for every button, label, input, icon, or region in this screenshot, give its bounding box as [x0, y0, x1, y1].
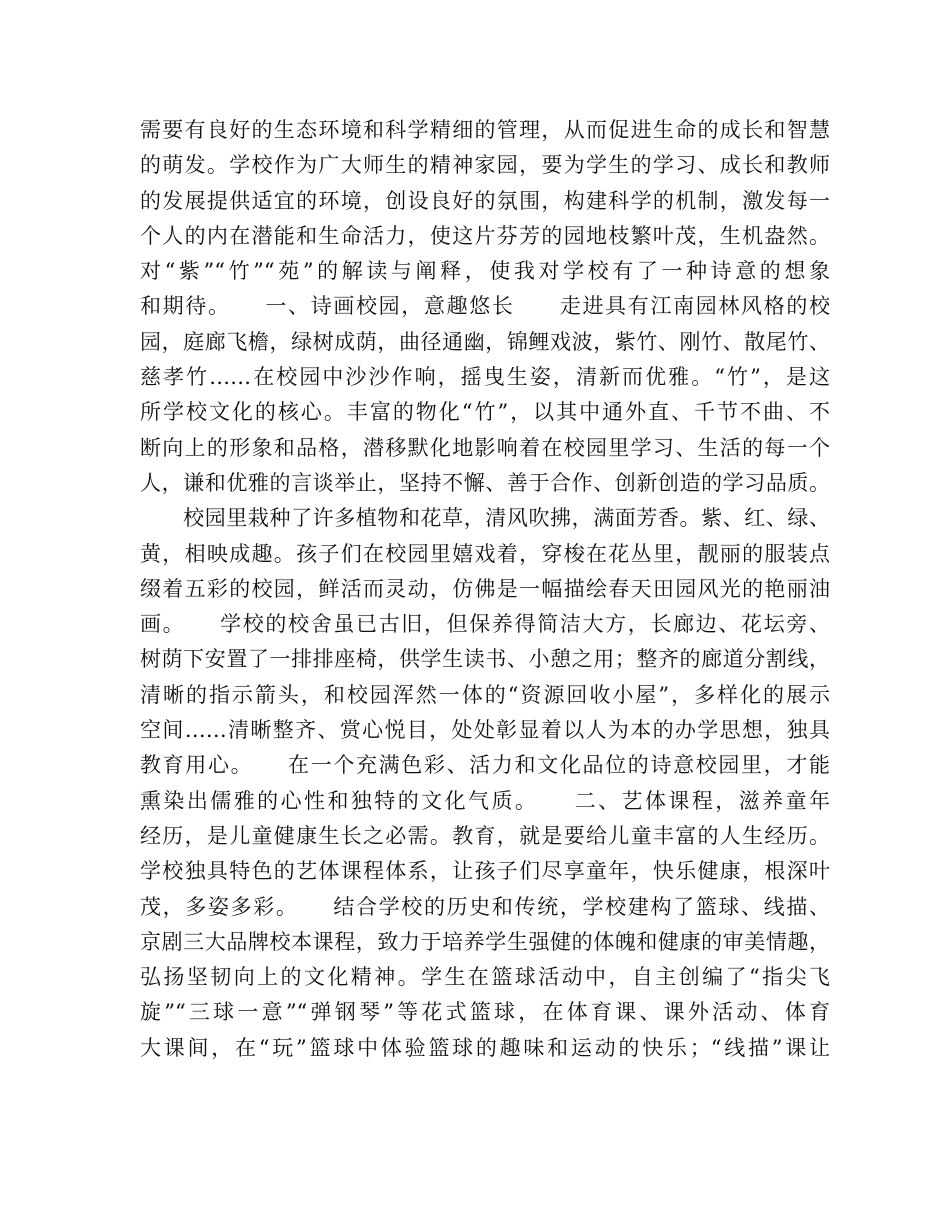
- text-line: 黄，相映成趣。孩子们在校园里嬉戏着，穿梭在花丛里，靓丽的服装点: [140, 541, 830, 566]
- text-line: 的萌发。学校作为广大师生的精神家园，要为学生的学习、成长和教师: [140, 153, 830, 178]
- text-line: 园，庭廊飞檐，绿树成荫，曲径通幽，锦鲤戏波，紫竹、刚竹、散尾竹、: [140, 329, 830, 354]
- text-line: 慈孝竹……在校园中沙沙作响，摇曳生姿，清新而优雅。“竹”，是这: [140, 365, 830, 390]
- text-line: 空间……清晰整齐、赏心悦目，处处彰显着以人为本的办学思想，独具: [140, 718, 830, 743]
- text-line: 校园里栽种了许多植物和花草，清风吹拂，满面芳香。紫、红、绿、: [140, 506, 830, 531]
- text-line: 所学校文化的核心。丰富的物化“竹”，以其中通外直、千节不曲、不: [140, 400, 830, 425]
- text-line: 缀着五彩的校园，鲜活而灵动，仿佛是一幅描绘春天田园风光的艳丽油: [140, 576, 830, 601]
- text-line: 的发展提供适宜的环境，创设良好的氛围，构建科学的机制，激发每一: [140, 188, 830, 213]
- text-line: 和期待。 一、诗画校园，意趣悠长 走进具有江南园林风格的校: [140, 294, 830, 319]
- text-line: 京剧三大品牌校本课程，致力于培养学生强健的体魄和健康的审美情趣，: [140, 929, 830, 954]
- text-line: 人，谦和优雅的言谈举止，坚持不懈、善于合作、创新创造的学习品质。: [140, 470, 830, 495]
- text-line: 对“紫”“竹”“苑”的解读与阐释，使我对学校有了一种诗意的想象: [140, 259, 830, 284]
- text-line: 画。 学校的校舍虽已古旧，但保养得简洁大方，长廊边、花坛旁、: [140, 612, 830, 637]
- text-line: 熏染出儒雅的心性和独特的文化气质。 二、艺体课程，滋养童年: [140, 788, 830, 813]
- text-line: 经历，是儿童健康生长之必需。教育，就是要给儿童丰富的人生经历。: [140, 823, 830, 848]
- text-line: 大课间，在“玩”篮球中体验篮球的趣味和运动的快乐；“线描”课让: [140, 1035, 830, 1060]
- text-line: 弘扬坚韧向上的文化精神。学生在篮球活动中，自主创编了“指尖飞: [140, 965, 830, 990]
- text-line: 清晰的指示箭头，和校园浑然一体的“资源回收小屋”，多样化的展示: [140, 682, 830, 707]
- text-line: 需要有良好的生态环境和科学精细的管理，从而促进生命的成长和智慧: [140, 118, 830, 142]
- text-line: 学校独具特色的艺体课程体系，让孩子们尽享童年，快乐健康，根深叶: [140, 859, 830, 884]
- text-line: 茂，多姿多彩。 结合学校的历史和传统，学校建构了篮球、线描、: [140, 894, 830, 919]
- text-line: 旋”“三球一意”“弹钢琴”等花式篮球，在体育课、课外活动、体育: [140, 1000, 830, 1025]
- body-text: [140, 113, 830, 1066]
- text-line: 教育用心。 在一个充满色彩、活力和文化品位的诗意校园里，才能: [140, 753, 830, 778]
- text-line: 断向上的形象和品格，潜移默化地影响着在校园里学习、生活的每一个: [140, 435, 830, 460]
- text-line: 树荫下安置了一排排座椅，供学生读书、小憩之用；整齐的廊道分割线，: [140, 647, 830, 672]
- text-line: 个人的内在潜能和生命活力，使这片芬芳的园地枝繁叶茂，生机盎然。: [140, 223, 830, 248]
